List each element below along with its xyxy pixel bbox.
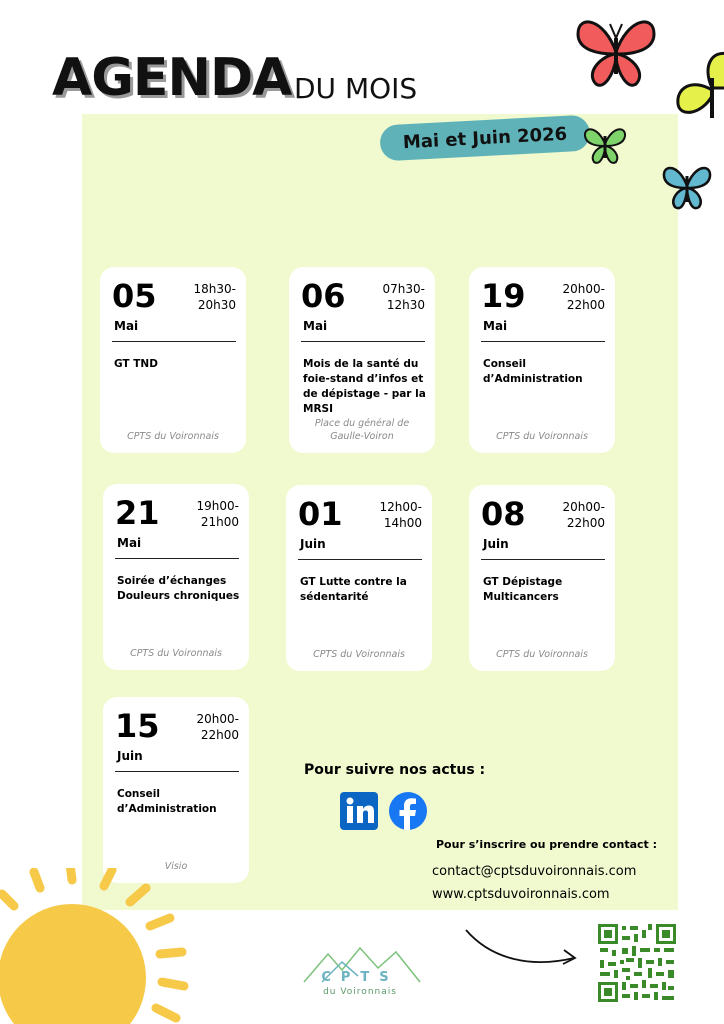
event-card	[103, 697, 249, 883]
logo-subtitle: du Voironnais	[323, 987, 397, 997]
event-day: 01	[298, 495, 343, 533]
butterfly-icon	[660, 162, 714, 212]
event-card	[469, 267, 615, 453]
qr-code[interactable]	[596, 922, 678, 1004]
event-title: Soirée d’échanges Douleurs chroniques	[117, 575, 240, 602]
divider	[298, 559, 422, 560]
event-day: 21	[115, 494, 160, 532]
event-title: GT Dépistage Multicancers	[483, 576, 563, 603]
divider	[301, 341, 425, 342]
event-place: CPTS du Voironnais	[313, 649, 405, 660]
butterfly-icon	[574, 14, 658, 90]
email-link[interactable]: contact@cptsduvoironnais.com	[432, 864, 637, 879]
event-time: 19h00-21h00	[196, 499, 239, 529]
event-time: 20h00-22h00	[196, 712, 239, 742]
event-time: 20h00-22h00	[562, 282, 605, 312]
divider	[481, 559, 605, 560]
page-title: AGENDA	[52, 48, 292, 108]
event-card	[286, 485, 432, 671]
divider	[115, 558, 239, 559]
website-link[interactable]: www.cptsduvoironnais.com	[432, 887, 610, 902]
follow-label: Pour suivre nos actus :	[304, 762, 486, 778]
event-month: Mai	[303, 319, 328, 333]
event-title: Mois de la santé du foie-stand d’infos et de dépistage - par la MRSI	[303, 358, 426, 415]
event-card	[469, 485, 615, 671]
facebook-icon[interactable]	[389, 792, 427, 830]
event-card	[289, 267, 435, 453]
event-month: Mai	[117, 536, 142, 550]
arrow-icon	[462, 924, 582, 974]
linkedin-icon[interactable]	[340, 792, 378, 830]
contact-title: Pour s’inscrire ou prendre contact :	[436, 838, 658, 851]
event-title: GT TND	[114, 358, 158, 370]
event-place: Place du général de Gaulle-Voiron	[314, 418, 410, 442]
event-place: CPTS du Voironnais	[127, 431, 219, 442]
event-month: Mai	[114, 319, 139, 333]
event-place: CPTS du Voironnais	[496, 431, 588, 442]
event-title: Conseil d’Administration	[117, 788, 217, 815]
event-title: GT Lutte contre la sédentarité	[300, 576, 407, 603]
event-card	[103, 484, 249, 670]
event-month: Juin	[300, 537, 326, 551]
event-time: 18h30-20h30	[193, 282, 236, 312]
event-day: 06	[301, 277, 346, 315]
period-badge-label: Mai et Juin 2026	[402, 123, 568, 153]
event-time: 07h30-12h30	[382, 282, 425, 312]
divider	[481, 341, 605, 342]
divider	[115, 771, 239, 772]
cpts-logo	[300, 970, 420, 997]
butterfly-icon	[672, 48, 724, 132]
event-day: 15	[115, 707, 160, 745]
event-month: Juin	[483, 537, 509, 551]
event-place: Visio	[164, 861, 188, 872]
event-month: Juin	[117, 749, 143, 763]
event-time: 20h00-22h00	[562, 500, 605, 530]
event-place: CPTS du Voironnais	[130, 648, 222, 659]
event-day: 08	[481, 495, 526, 533]
divider	[112, 341, 236, 342]
event-title: Conseil d’Administration	[483, 358, 583, 385]
butterfly-icon	[582, 124, 628, 166]
page-subtitle: DU MOIS	[294, 72, 418, 105]
event-day: 05	[112, 277, 157, 315]
event-card	[100, 267, 246, 453]
event-day: 19	[481, 277, 526, 315]
logo-letters: CPTS	[321, 970, 399, 985]
sun-icon	[0, 868, 200, 1024]
event-time: 12h00-14h00	[379, 500, 422, 530]
event-place: CPTS du Voironnais	[496, 649, 588, 660]
event-month: Mai	[483, 319, 508, 333]
